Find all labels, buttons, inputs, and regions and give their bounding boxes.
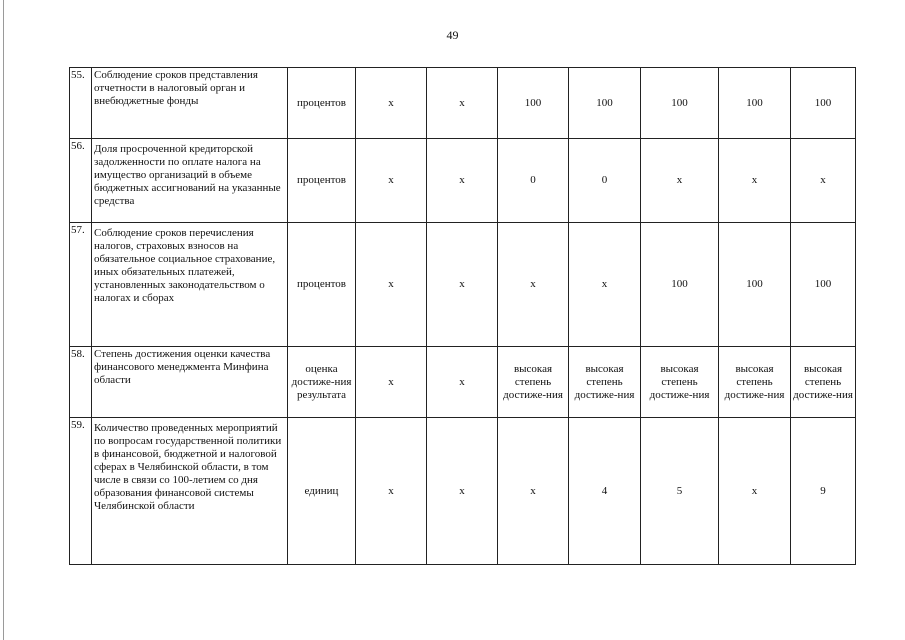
table-row — [70, 223, 856, 347]
value-cell: 100 — [791, 223, 856, 347]
indicators-table — [69, 67, 856, 565]
value-cell: х — [791, 139, 856, 223]
value-cell: 0 — [569, 139, 641, 223]
unit-cell: оценка достиже-ния результата — [288, 347, 356, 418]
value-cell: х — [356, 223, 427, 347]
value-cell: х — [719, 418, 791, 565]
table-row — [70, 139, 856, 223]
value-cell: высокая степень достиже-ния — [569, 347, 641, 418]
row-number: 58. — [70, 347, 92, 418]
value-cell: х — [641, 139, 719, 223]
table-row — [70, 418, 856, 565]
value-cell: х — [356, 418, 427, 565]
indicator-name: Количество проведенных мероприятий по вопросам государственной политики в финансовой, бюджетной и налоговой сферах в Челябинской области, в том числе в связи со 100-летием со дня образования финансовой системы Челябинской области — [92, 418, 288, 565]
value-cell: высокая степень достиже-ния — [498, 347, 569, 418]
value-cell: х — [427, 68, 498, 139]
value-cell: х — [356, 347, 427, 418]
value-cell: х — [427, 139, 498, 223]
value-cell: х — [719, 139, 791, 223]
value-cell: х — [498, 223, 569, 347]
unit-cell: процентов — [288, 139, 356, 223]
unit-cell: процентов — [288, 68, 356, 139]
value-cell: х — [356, 139, 427, 223]
value-cell: х — [427, 418, 498, 565]
value-cell: х — [498, 418, 569, 565]
unit-cell: единиц — [288, 418, 356, 565]
value-cell: 0 — [498, 139, 569, 223]
indicator-name: Степень достижения оценки качества финансового менеджмента Минфина области — [92, 347, 288, 418]
page-left-edge — [3, 0, 4, 640]
value-cell: 5 — [641, 418, 719, 565]
row-number: 57. — [70, 223, 92, 347]
value-cell: 100 — [641, 223, 719, 347]
value-cell: 4 — [569, 418, 641, 565]
value-cell: высокая степень достиже-ния — [719, 347, 791, 418]
value-cell: 100 — [719, 68, 791, 139]
value-cell: х — [427, 347, 498, 418]
unit-cell: процентов — [288, 223, 356, 347]
value-cell: 100 — [791, 68, 856, 139]
value-cell: х — [569, 223, 641, 347]
indicator-name: Соблюдение сроков перечисления налогов, страховых взносов на обязательное социальное страхование, иных обязательных платежей, установленных законодательством о налогах и сборах — [92, 223, 288, 347]
value-cell: х — [356, 68, 427, 139]
value-cell: 100 — [719, 223, 791, 347]
value-cell: высокая степень достиже-ния — [791, 347, 856, 418]
value-cell: х — [427, 223, 498, 347]
row-number: 55. — [70, 68, 92, 139]
value-cell: 100 — [498, 68, 569, 139]
indicator-name: Доля просроченной кредиторской задолженности по оплате налога на имущество организаций в объеме бюджетных ассигнований на указанные средства — [92, 139, 288, 223]
indicator-name: Соблюдение сроков представления отчетности в налоговый орган и внебюджетные фонды — [92, 68, 288, 139]
page-number: 49 — [446, 28, 459, 42]
value-cell: высокая степень достиже-ния — [641, 347, 719, 418]
value-cell: 100 — [569, 68, 641, 139]
table-row — [70, 68, 856, 139]
row-number: 59. — [70, 418, 92, 565]
value-cell: 100 — [641, 68, 719, 139]
row-number: 56. — [70, 139, 92, 223]
value-cell: 9 — [791, 418, 856, 565]
table-row — [70, 347, 856, 418]
